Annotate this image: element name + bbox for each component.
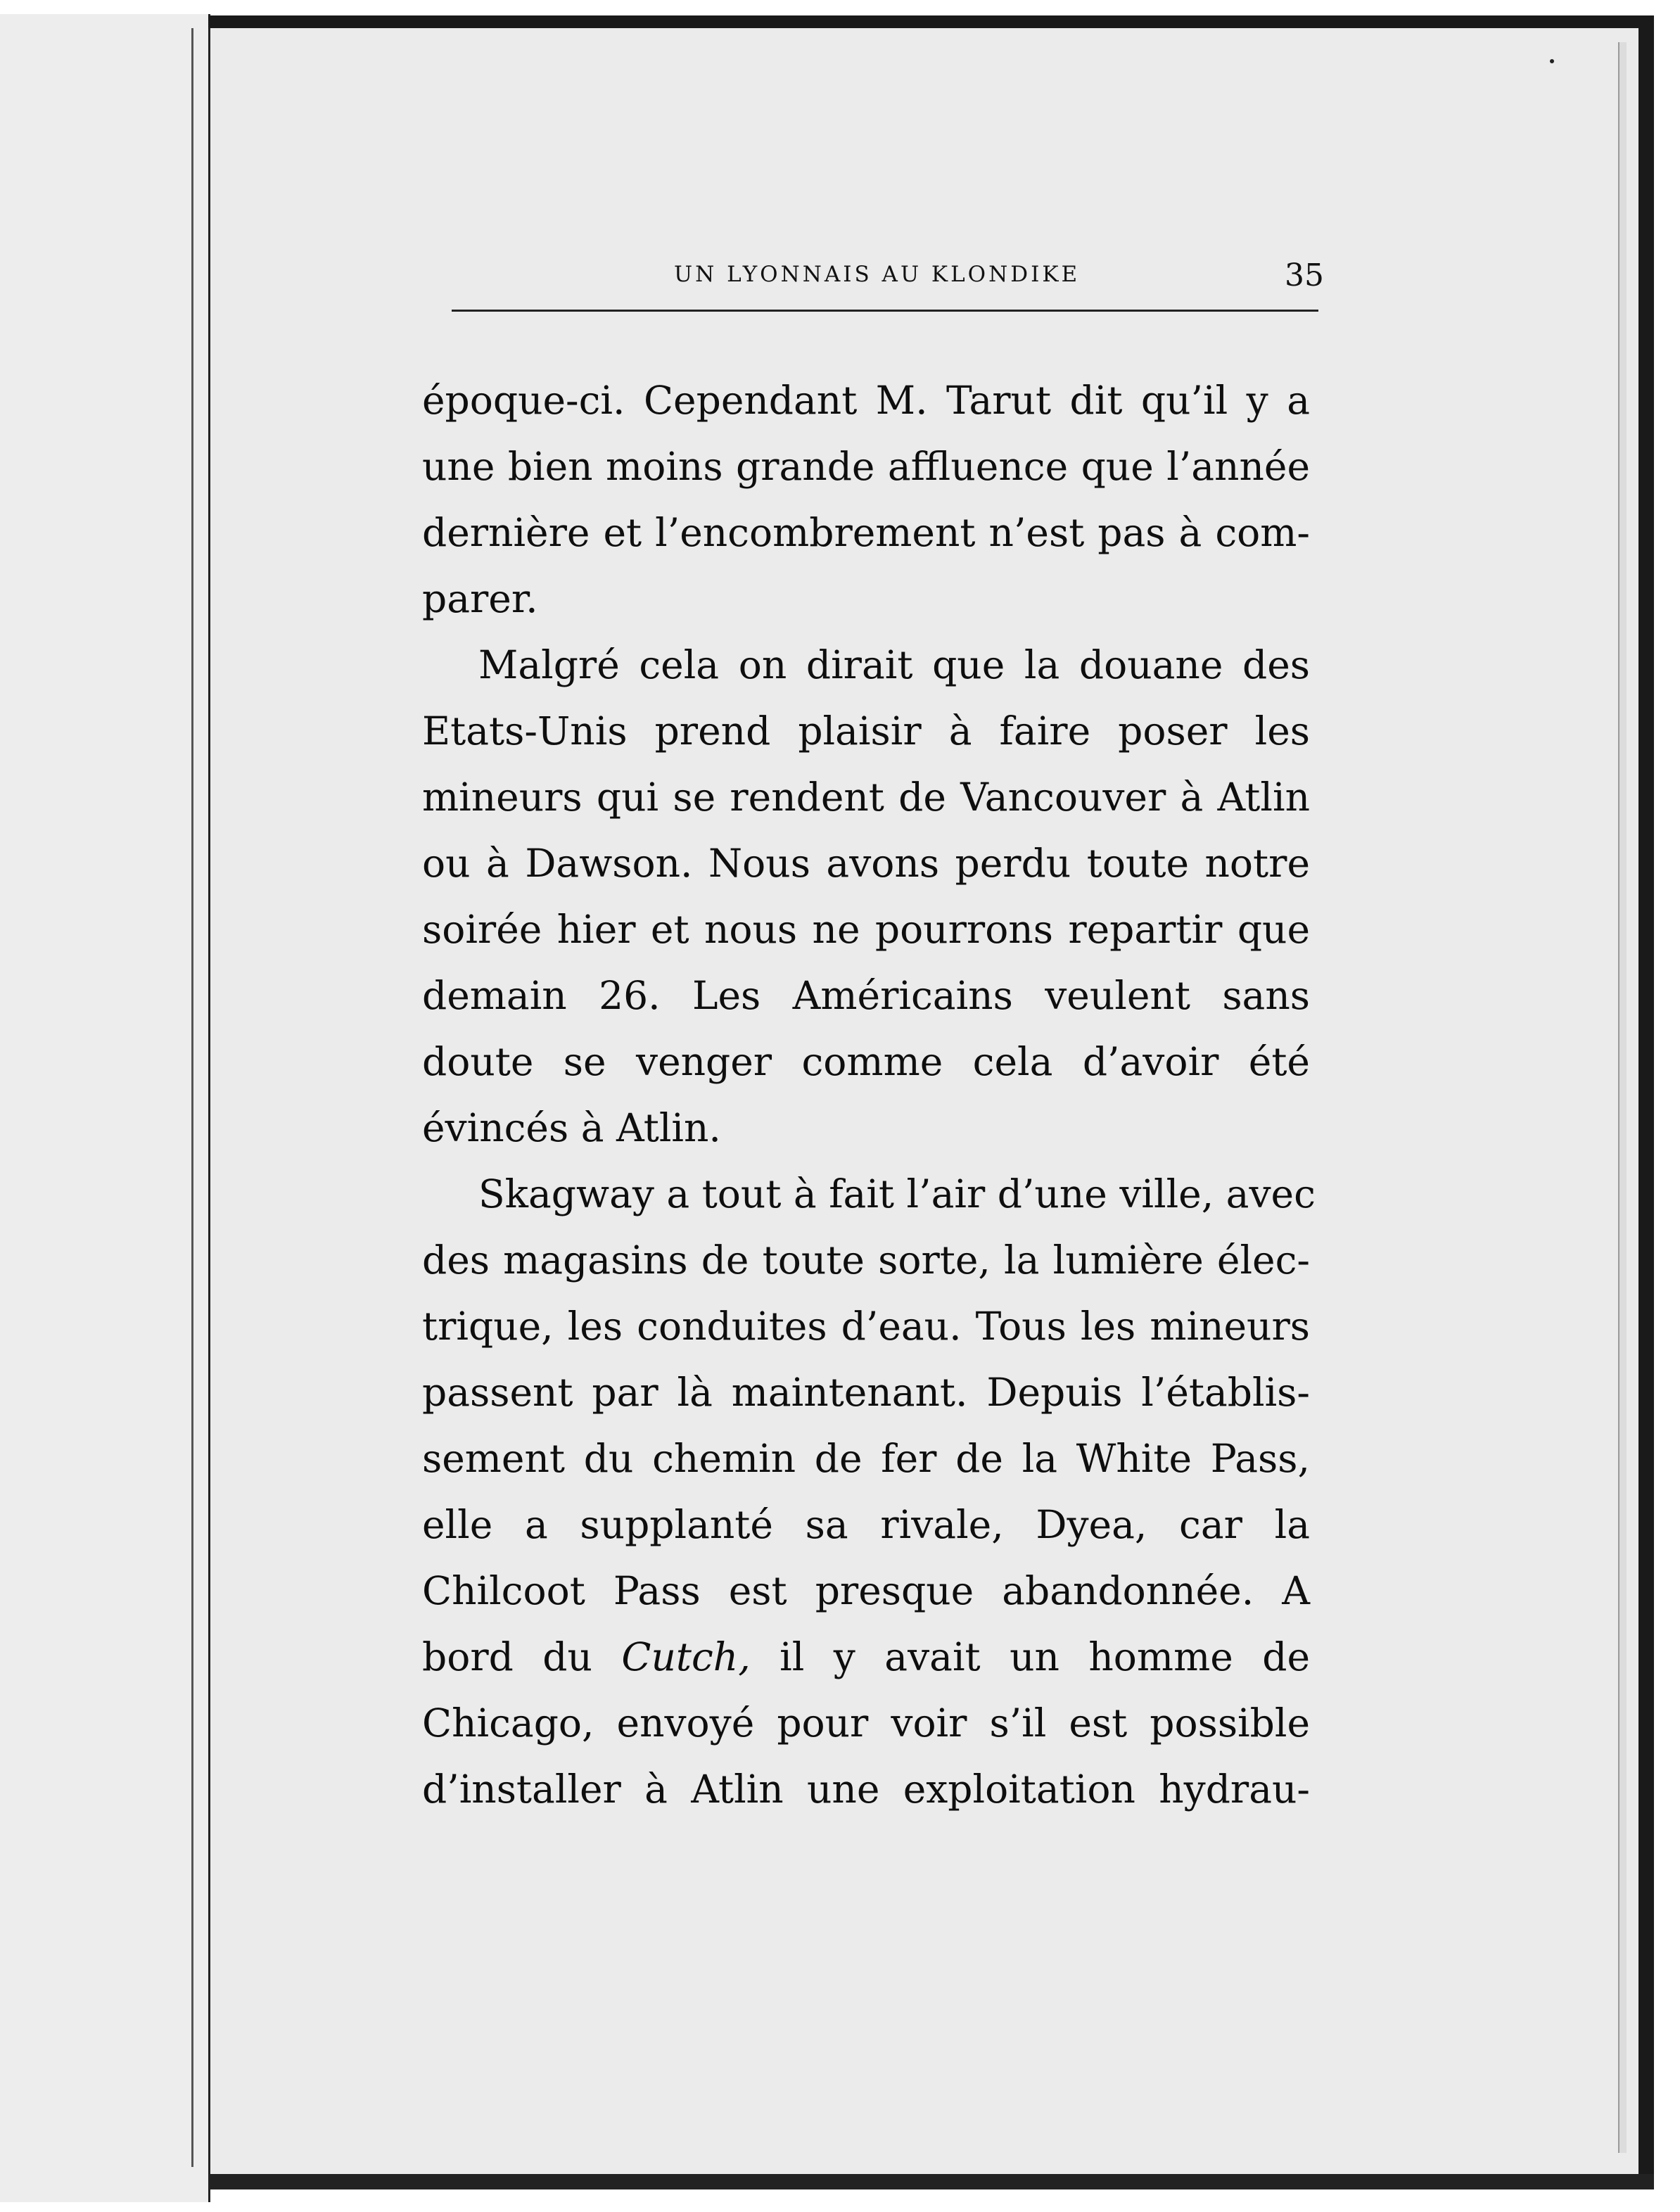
text-line: d’installer à Atlin une exploitation hydrau- bbox=[422, 1767, 1310, 1812]
text-line: doute se venger comme cela d’avoir été bbox=[422, 1039, 1310, 1084]
book-bottom-edge bbox=[208, 2174, 1654, 2189]
text-line: mineurs qui se rendent de Vancouver à Atlin bbox=[422, 775, 1310, 820]
running-head: UN LYONNAIS AU KLONDIKE bbox=[674, 262, 1081, 287]
text-line: parer. bbox=[422, 576, 538, 621]
left-page-edge bbox=[191, 28, 193, 2167]
text-line: sement du chemin de fer de la White Pass, bbox=[422, 1436, 1310, 1481]
text-line: passent par là maintenant. Depuis l’établis- bbox=[422, 1370, 1310, 1415]
ship-name: Cutch, bbox=[621, 1634, 751, 1679]
page-fore-edge bbox=[1618, 42, 1627, 2153]
text-line: des magasins de toute sorte, la lumière élec- bbox=[422, 1238, 1310, 1283]
facing-left-page bbox=[0, 14, 210, 2202]
text-line: Skagway a tout à fait l’air d’une ville, avec bbox=[478, 1171, 1316, 1216]
text-line: elle a supplanté sa rivale, Dyea, car la bbox=[422, 1502, 1310, 1547]
body-text bbox=[422, 367, 1316, 1822]
text-line: ou à Dawson. Nous avons perdu toute notre bbox=[422, 841, 1310, 886]
header-rule bbox=[452, 310, 1318, 312]
book-right-edge bbox=[1638, 15, 1654, 2189]
text-line: évincés à Atlin. bbox=[422, 1105, 721, 1150]
text-fragment: il y avait un homme de bbox=[750, 1634, 1310, 1679]
top-margin bbox=[0, 0, 1680, 14]
text-line: trique, les conduites d’eau. Tous les mineurs bbox=[422, 1304, 1310, 1349]
text-line: Etats-Unis prend plaisir à faire poser les bbox=[422, 708, 1310, 754]
text-line: demain 26. Les Américains veulent sans bbox=[422, 973, 1310, 1018]
text-line: soirée hier et nous ne pourrons repartir que bbox=[422, 907, 1310, 952]
scan-speck bbox=[1550, 59, 1554, 63]
text-line: Chicago, envoyé pour voir s’il est possible bbox=[422, 1701, 1310, 1746]
text-fragment: bord du bbox=[422, 1634, 622, 1679]
text-line: Malgré cela on dirait que la douane des bbox=[478, 642, 1310, 687]
book-top-edge bbox=[208, 15, 1650, 28]
page-number: 35 bbox=[1285, 258, 1324, 293]
text-line: dernière et l’encombrement n’est pas à com- bbox=[422, 510, 1310, 555]
text-line: époque-ci. Cependant M. Tarut dit qu’il y a bbox=[422, 378, 1310, 423]
text-line: une bien moins grande affluence que l’année bbox=[422, 444, 1310, 489]
text-line-with-italic bbox=[422, 1624, 1310, 1690]
text-line: Chilcoot Pass est presque abandonnée. A bbox=[422, 1568, 1310, 1613]
